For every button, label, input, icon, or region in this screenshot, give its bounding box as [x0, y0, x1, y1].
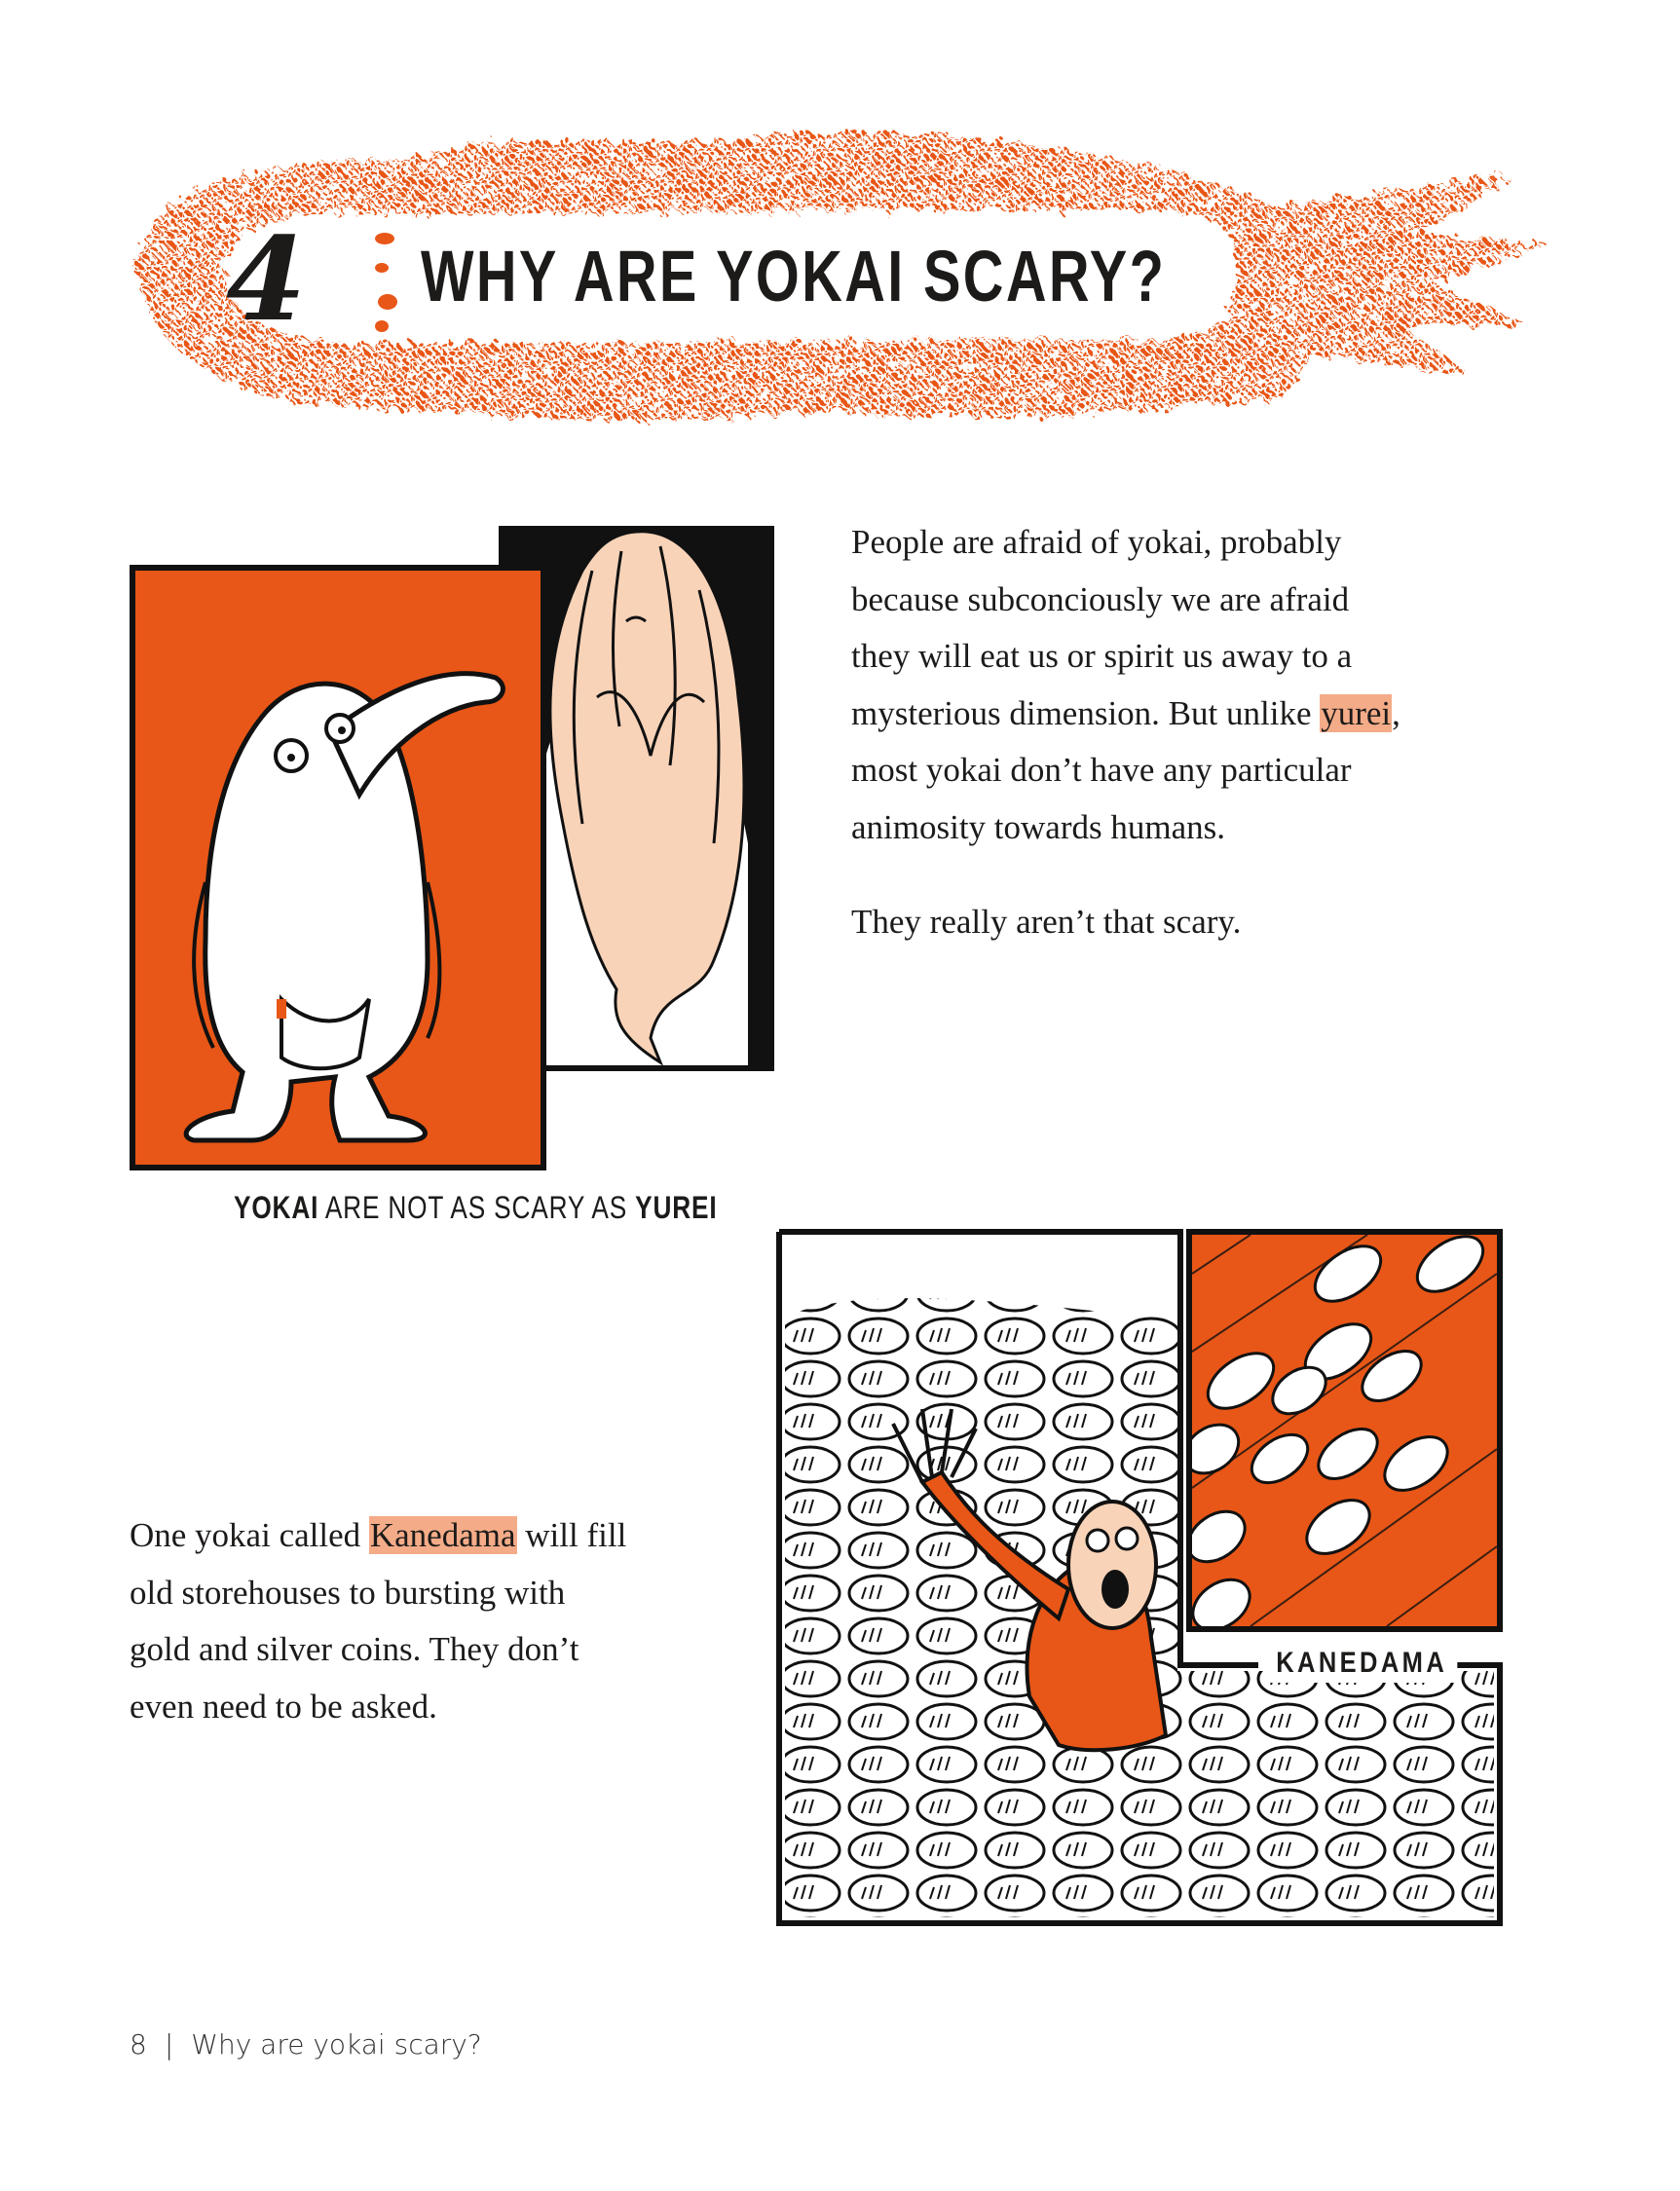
- yokai-panel: [130, 565, 546, 1170]
- highlight-term-kanedama: Kanedama: [369, 1516, 516, 1554]
- yokai-creature-icon: [135, 571, 541, 1165]
- text-fragment: mysterious dimension. But unlike: [851, 693, 1321, 732]
- text-line: even need to be asked.: [130, 1687, 437, 1726]
- text-line: gold and silver coins. They don’t: [130, 1630, 579, 1668]
- running-title: Why are yokai scary?: [191, 2028, 482, 2061]
- text-fragment: One yokai called: [130, 1516, 369, 1554]
- text-line-with-highlight: [130, 1507, 714, 1565]
- text-line: most yokai don’t have any particular: [851, 751, 1352, 789]
- text-fragment: ,: [1392, 693, 1400, 732]
- page-number: 8: [130, 2028, 147, 2061]
- conclusion-sentence: They really aren’t that scary.: [851, 903, 1242, 941]
- intro-paragraph: [851, 514, 1475, 856]
- highlight-term-yurei: yurei: [1321, 693, 1392, 732]
- figure-1-caption: [234, 1188, 717, 1227]
- footer-separator: |: [164, 2028, 174, 2061]
- caption-middle: ARE NOT AS SCARY AS: [318, 1190, 636, 1225]
- text-line-with-highlight: [851, 686, 1475, 743]
- chapter-title: WHY ARE YOKAI SCARY?: [421, 236, 1167, 316]
- text-line: People are afraid of yokai, probably: [851, 523, 1342, 561]
- text-fragment: will fill: [516, 1516, 627, 1554]
- kanedama-label: KANEDAMA: [1266, 1644, 1457, 1683]
- chapter-number: 4: [225, 211, 307, 347]
- kanedama-paragraph: [130, 1507, 714, 1735]
- text-line: because subconciously we are afraid: [851, 579, 1350, 618]
- text-line: they will eat us or spirit us away to a: [851, 637, 1353, 675]
- text-line: animosity towards humans.: [851, 807, 1225, 846]
- text-line: old storehouses to bursting with: [130, 1573, 566, 1612]
- caption-term-yokai: YOKAI: [234, 1190, 319, 1225]
- falling-coins-icon: [1192, 1235, 1497, 1626]
- caption-term-yurei: YUREI: [635, 1190, 718, 1225]
- falling-coins-panel: [1186, 1229, 1503, 1632]
- page-footer: [130, 2025, 482, 2064]
